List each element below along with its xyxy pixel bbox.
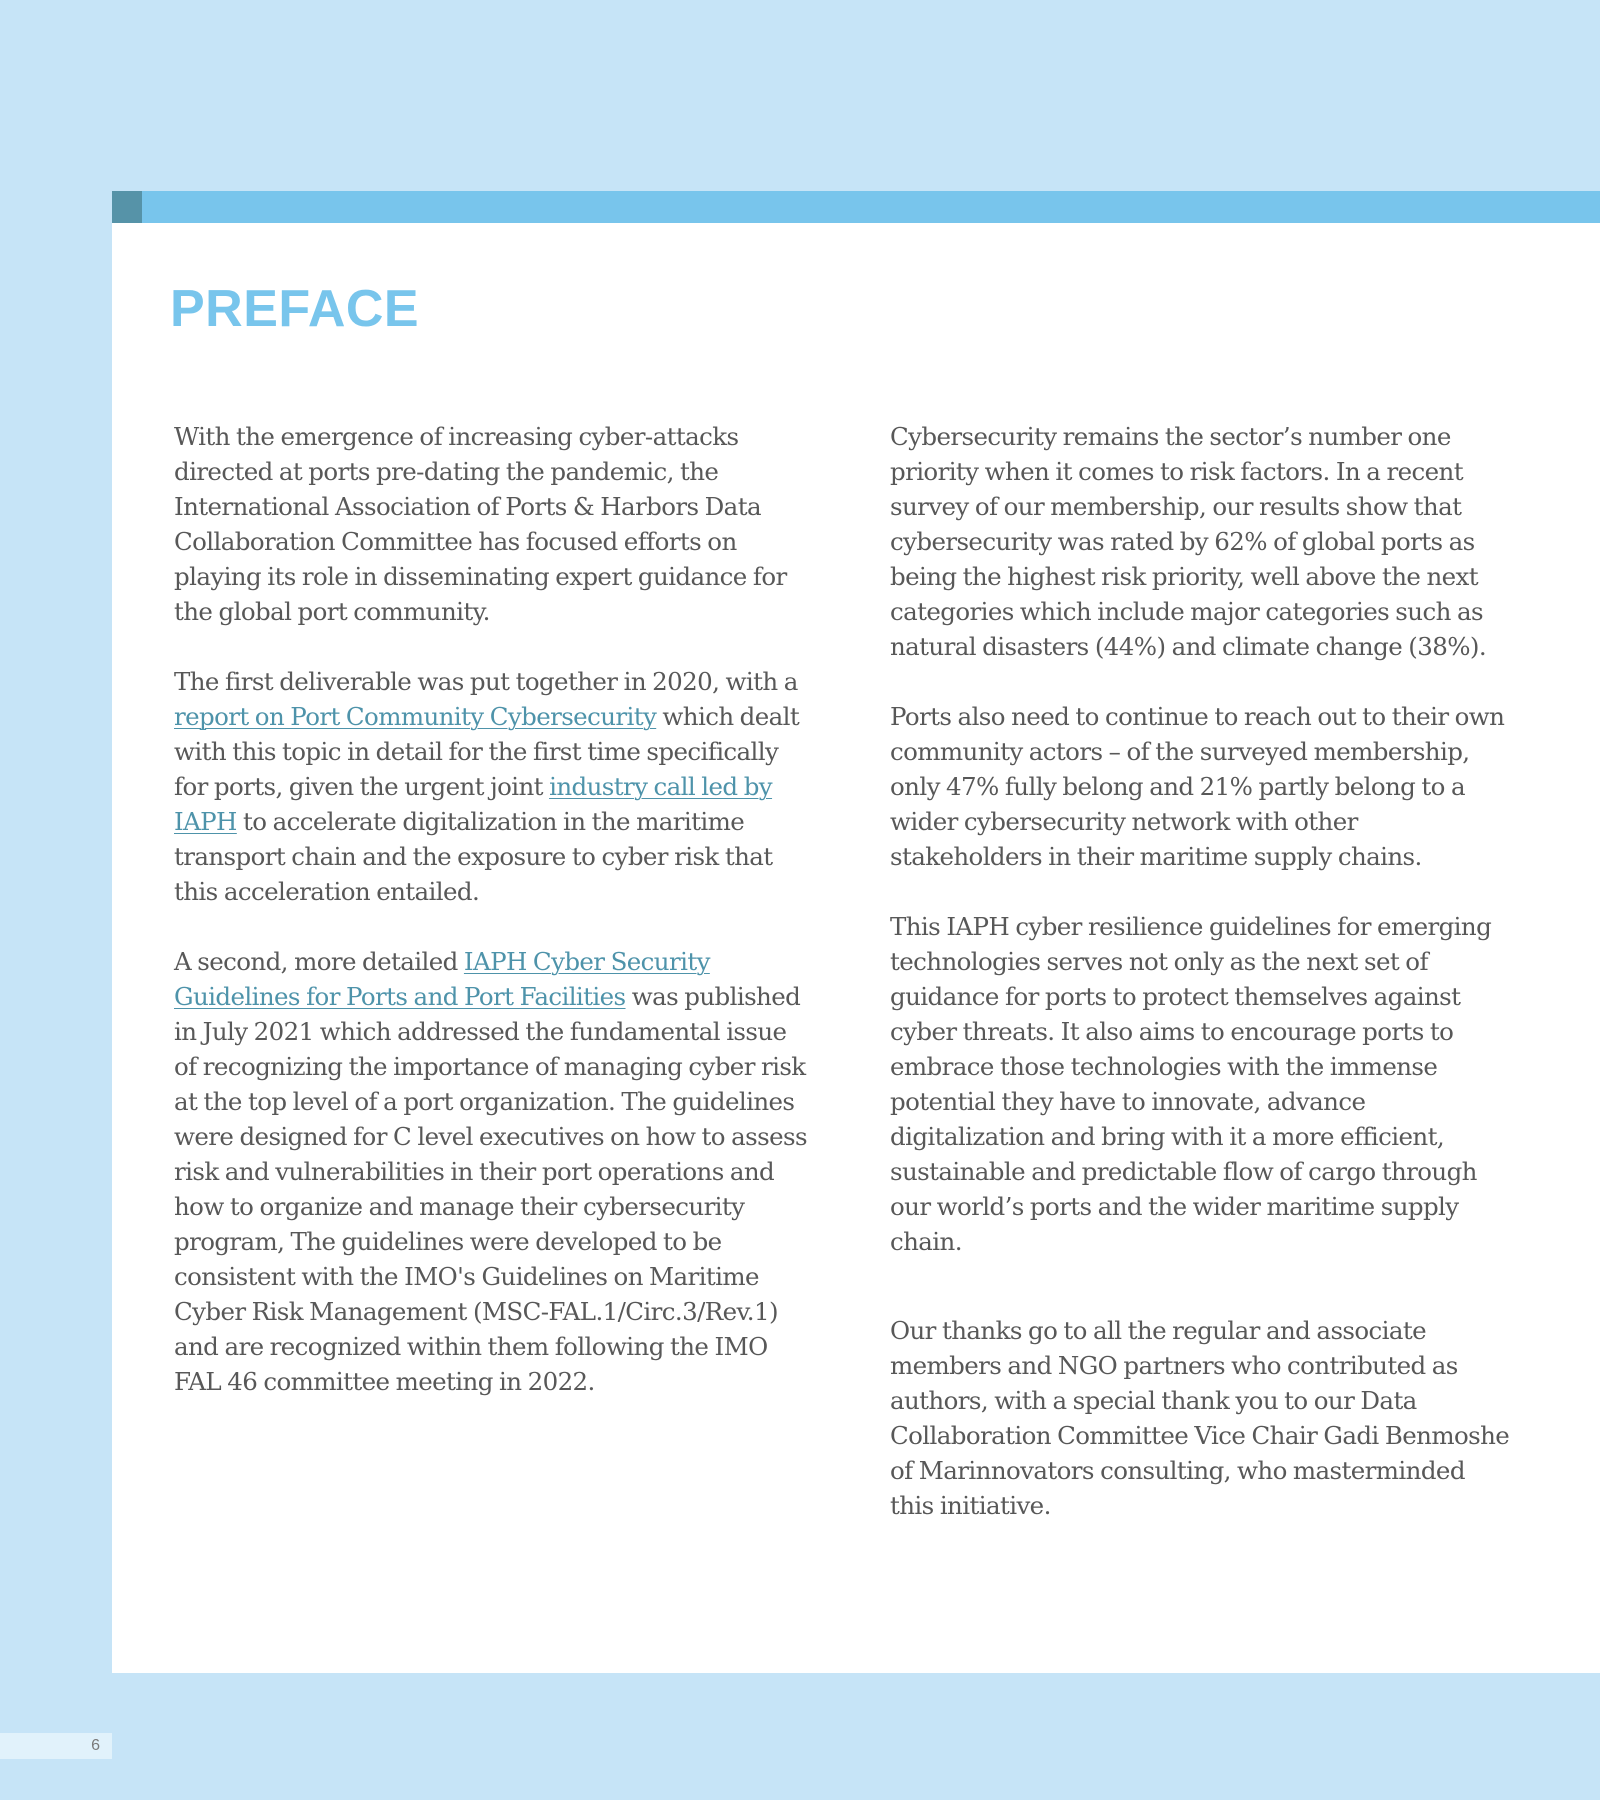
link-report-port-community-cybersecurity[interactable]: report on Port Community Cybersecurity bbox=[174, 702, 657, 731]
content-panel bbox=[112, 223, 1600, 1673]
paragraph-first-deliverable bbox=[174, 664, 814, 909]
text: A second, more detailed bbox=[174, 947, 464, 976]
right-column bbox=[890, 419, 1510, 1558]
paragraph-second-deliverable bbox=[174, 944, 814, 1399]
header-accent-bar bbox=[112, 191, 1600, 223]
paragraph-emerging-technologies: This IAPH cyber resilience guidelines for emerging technologies serves not only as the next set of guidance for ports to protect themselves against cyber threats. It also aims to encourage ports to embrace those technologies with the immense potential they have to innovate, advance digitalization and bring with it a more efficient, sustainable and predictable flow of cargo through our world’s ports and the wider maritime supply chain. bbox=[890, 912, 1492, 1256]
paragraph-acknowledgements: Our thanks go to all the regular and associate members and NGO partners who contributed as authors, with a special thank you to our Data Collaboration Committee Vice Chair Gadi Benmoshe of Marinnovators consulting, who masterminded this initiative. bbox=[890, 1316, 1510, 1520]
link-industry-call[interactable]: industry call led by IAPH bbox=[174, 772, 773, 836]
text: to accelerate digitalization in the maritime transport chain and the exposure to cyber risk that this acceleration entailed. bbox=[174, 807, 773, 906]
page-number: 6 bbox=[0, 1733, 112, 1759]
page-title: PREFACE bbox=[170, 280, 420, 338]
link-iaph-cyber-security-guidelines[interactable]: IAPH Cyber Security Guidelines for Ports and Port Facilities bbox=[174, 947, 710, 1011]
accent-square bbox=[112, 191, 142, 223]
paragraph-community-actors: Ports also need to continue to reach out to their own community actors – of the surveyed membership, only 47% fully belong and 21% partly belong to a wider cybersecurity network with other stakeholders in their maritime supply chains. bbox=[890, 702, 1505, 871]
text: was published in July 2021 which addressed the fundamental issue of recognizing the importance of managing cyber risk at the top level of a port organization. The guidelines were designed for C level executives on how to assess risk and vulnerabilities in their port operations and how to organize and manage their cybersecurity program, The guidelines were developed to be consistent with the IMO's Guidelines on Maritime Cyber Risk Management (MSC-FAL.1/Circ.3/Rev.1) and are recognized within them following the IMO FAL 46 committee meeting in 2022. bbox=[174, 982, 807, 1396]
text: The first deliverable was put together in 2020, with a bbox=[174, 667, 798, 696]
left-column bbox=[174, 419, 814, 1434]
paragraph-intro: With the emergence of increasing cyber-attacks directed at ports pre-dating the pandemic, the International Association of Ports & Harbors Data Collaboration Committee has focused efforts on playing its role in disseminating expert guidance for the global port community. bbox=[174, 422, 787, 626]
text: which dealt with this topic in detail for the first time specifically for ports, given the urgent joint bbox=[174, 702, 800, 801]
paragraph-cybersecurity-priority: Cybersecurity remains the sector’s number one priority when it comes to risk factors. In a recent survey of our membership, our results show that cybersecurity was rated by 62% of global ports as being the highest risk priority, well above the next categories which include major categories such as natural disasters (44%) and climate change (38%). bbox=[890, 422, 1487, 661]
